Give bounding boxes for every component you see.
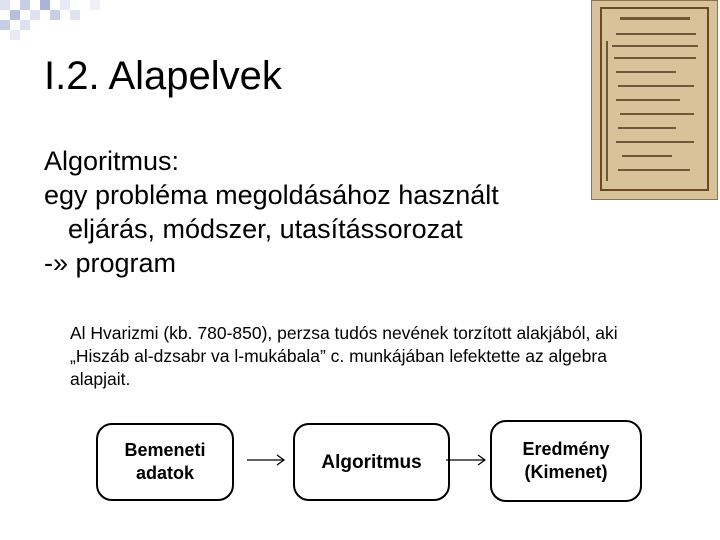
history-note: Al Hvarizmi (kb. 780-850), perzsa tudós nevének torzított alakjából, aki „Hiszáb al-dzsabr va l-mukábala” c. munkájában lefektette az algebra alapjait. <box>70 323 618 389</box>
flow-diagram <box>0 415 720 505</box>
slide-body <box>44 144 499 280</box>
body-line-4: -» program <box>44 248 177 278</box>
algorithm-box-label: Algoritmus <box>321 451 422 473</box>
decorative-checker-pattern <box>0 0 140 40</box>
body-line-3: eljárás, módszer, utasítássorozat <box>68 214 463 244</box>
body-line-1: Algoritmus: <box>44 146 180 176</box>
output-box-label: Eredmény (Kimenet) <box>522 439 610 482</box>
manuscript-image <box>591 0 718 200</box>
right-arrow-icon <box>246 453 286 467</box>
right-arrow-icon <box>445 453 487 467</box>
output-box <box>490 420 642 502</box>
algorithm-box <box>293 423 450 501</box>
input-box-label: Bemeneti adatok <box>124 440 206 483</box>
input-box <box>96 423 234 501</box>
slide-title: I.2. Alapelvek <box>44 54 282 98</box>
body-line-2: egy probléma megoldásához használt <box>44 180 499 210</box>
